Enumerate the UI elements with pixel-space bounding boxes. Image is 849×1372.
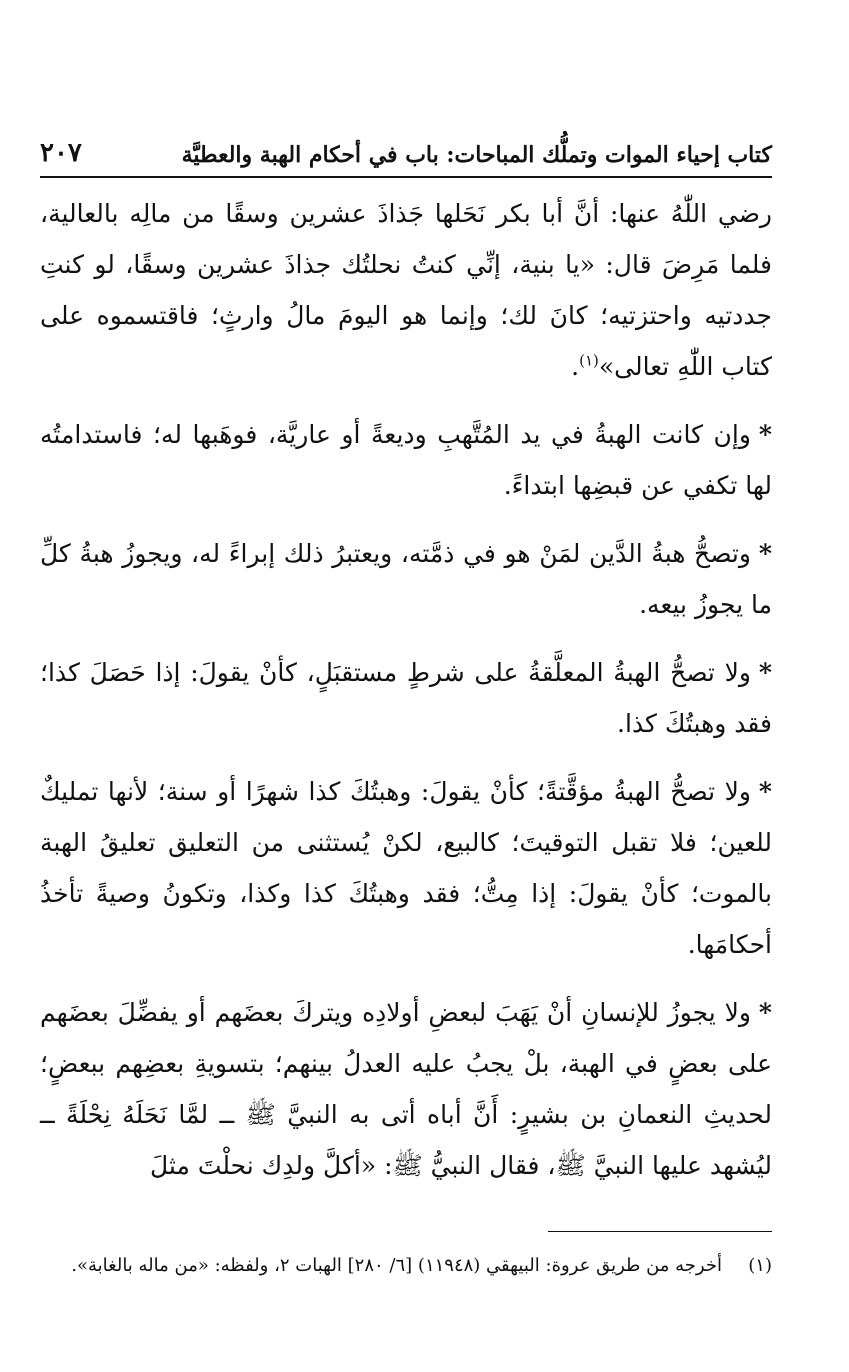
page-number: ٢٠٧ bbox=[40, 138, 82, 168]
body-text bbox=[40, 188, 772, 1191]
paragraph-text: ولا تصحُّ الهبةُ مؤقَّتةً؛ كأنْ يقولَ: وهبتُكَ كذا شهرًا أو سنة؛ لأنها تمليكٌ للعين؛ فلا تقبل التوقيتَ؛ كالبيع، لكنْ يُستثنى من التعليق تعليقُ الهبة بالموت؛ كأنْ يقولَ: إذا مِتُّ؛ فقد وهبتُكَ كذا وكذا، وتكونُ وصيةً تأخذُ أحكامَها. bbox=[40, 777, 772, 959]
paragraph-text: رضي اللّٰهُ عنها: أنَّ أبا بكر نَحَلها جَذاذَ عشرين وسقًا من مالِه بالعالية، فلما مَرِضَ قال: «يا بنية، إنِّي كنتُ نحلتُك جذاذَ عشرين وسقًا، لو كنتِ جددتيه واحتزتيه؛ كانَ لك؛ وإنما هو اليومَ مالُ وارثٍ؛ فاقتسموه على كتاب اللّٰهِ تعالى» bbox=[40, 199, 772, 381]
paragraph-text: ولا تصحُّ الهبةُ المعلَّقةُ على شرطٍ مستقبَلٍ، كأنْ يقولَ: إذا حَصَلَ كذا؛ فقد وهبتُكَ كذا. bbox=[40, 658, 772, 738]
book-page bbox=[40, 128, 772, 1284]
footnote bbox=[40, 1248, 772, 1284]
footnote-number: (١) bbox=[748, 1255, 772, 1276]
bullet-star: * bbox=[758, 539, 772, 568]
paragraph-text: وتصحُّ هبةُ الدَّين لمَنْ هو في ذمَّته، ويعتبرُ ذلك إبراءً له، ويجوزُ هبةُ كلِّ ما يجوزُ بيعه. bbox=[40, 539, 772, 619]
paragraph-text: وإن كانت الهبةُ في يد المُتَّهبِ وديعةً أو عاريَّة، فوهَبها له؛ فاستدامتُه لها تكفي عن قبضِها ابتداءً. bbox=[40, 420, 772, 500]
bullet-star: * bbox=[758, 658, 772, 687]
running-title: كتاب إحياء الموات وتملُّك المباحات: باب في أحكام الهبة والعطيَّة bbox=[181, 142, 772, 168]
paragraph bbox=[40, 528, 772, 630]
paragraph: رضي اللّٰهُ عنها: أنَّ أبا بكر نَحَلها جَذاذَ عشرين وسقًا من مالِه بالعالية، فلما مَرِضَ قال: «يا بنية، إنِّي كنتُ نحلتُك جذاذَ عشرين وسقًا، لو كنتِ جددتيه واحتزتيه؛ كانَ لك؛ وإنما هو اليومَ مالُ وارثٍ؛ فاقتسموه على كتاب اللّٰهِ تعالى»$^{(١)}$. bbox=[40, 199, 772, 381]
bullet-star: * bbox=[758, 777, 772, 806]
bullet-star: * bbox=[758, 998, 772, 1027]
bullet-star: * bbox=[758, 420, 772, 449]
paragraph-text: ولا يجوزُ للإنسانِ أنْ يَهَبَ لبعضِ أولادِه ويتركَ بعضَهم أو يفضِّلَ بعضَهم على بعضٍ في الهبة، بلْ يجبُ عليه العدلُ بينهم؛ بتسويةِ بعضِهم ببعضٍ؛ لحديثِ النعمانِ بن بشيرٍ: أَنَّ أباه أتى به النبيَّ ﷺ ــ لمَّا نَحَلَهُ نِحْلَةً ــ ليُشهد عليها النبيَّ ﷺ، فقال النبيُّ ﷺ: «أكلَّ ولدِك نحلْتَ مثلَ bbox=[40, 998, 772, 1180]
paragraph bbox=[40, 987, 772, 1191]
paragraph bbox=[40, 647, 772, 749]
paragraph bbox=[40, 766, 772, 970]
page-header bbox=[40, 128, 772, 178]
paragraph bbox=[40, 409, 772, 511]
footnote-separator bbox=[548, 1231, 772, 1232]
footnote-text: أخرجه من طريق عروة: البيهقي (١١٩٤٨) [٦/ ٢٨٠] الهبات ٢، ولفظه: «من ماله بالغابة». bbox=[71, 1255, 722, 1276]
footnote-ref: (١) bbox=[579, 351, 599, 370]
